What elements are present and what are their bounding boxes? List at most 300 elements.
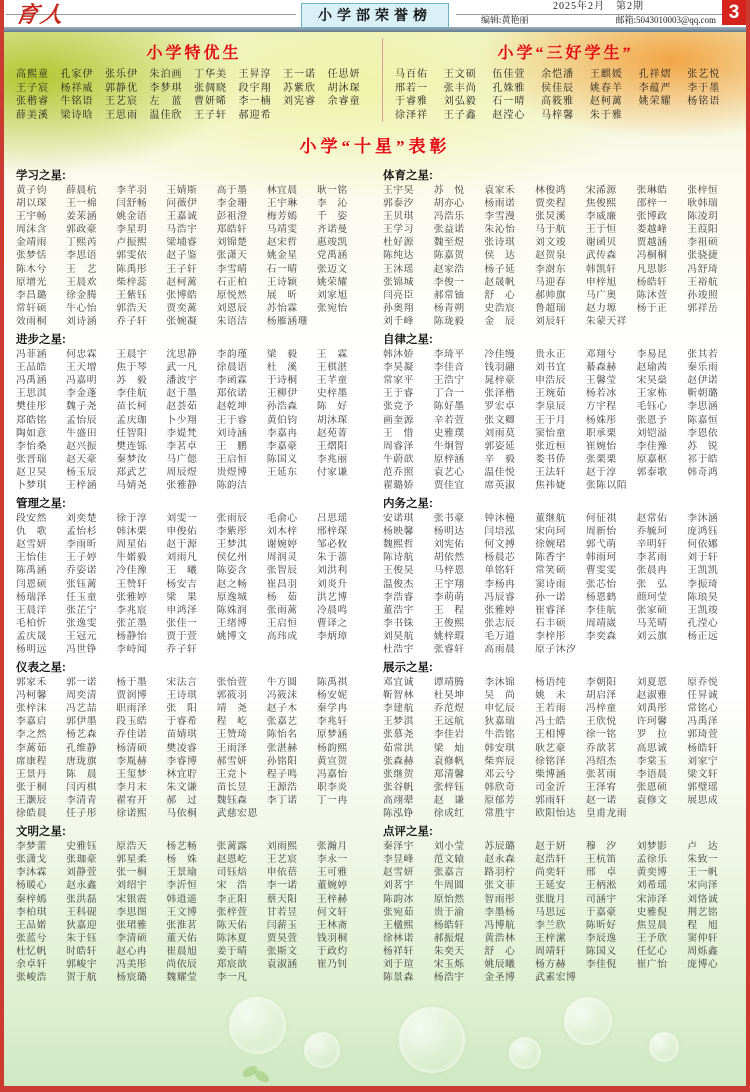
student-name: 王贝琪 [383,211,414,223]
student-name: 于睿希 [166,716,198,728]
student-name: 李澍东 [535,263,567,275]
student-name: 于诗桐 [266,375,298,387]
student-name: 赵宋哲 [266,237,298,249]
student-name: 金靖雨 [16,237,47,249]
student-name: 毛俞心 [266,513,298,525]
student-name: 张家硕 [636,604,668,616]
student-name: 丁华美 [194,69,227,80]
student-name: 李柏琪 [16,906,47,918]
student-name: 郭雯依 [116,250,148,262]
student-name: 胡启泽 [585,690,617,702]
student-name: 窦诗雨 [535,578,567,590]
student-name: 郝迎希 [238,109,272,121]
student-name: 郑宸歆 [216,958,248,970]
student-name: 王天增 [66,362,98,374]
student-name: 孟怡杉 [66,526,98,538]
student-name: 袁修帆 [433,755,465,767]
student-name: 杨艺森 [66,729,98,741]
student-name: 张文卿 [484,414,516,426]
student-name: 赵雪妍 [16,539,47,551]
student-name: 樊佳彤 [16,401,47,413]
student-name: 王凯竣 [687,604,719,616]
student-name: 闫培泓 [484,526,516,538]
student-name: 齐诺曼 [316,224,348,236]
student-name: 郝帅旗 [535,289,567,301]
student-name: 张蓠露 [216,841,248,853]
student-name: 冯梓童 [585,703,617,715]
student-name: 梁 毅 [266,349,298,361]
student-name: 赵之畅 [216,578,248,590]
student-name: 何文轩 [316,906,348,918]
student-name: 宋沛泽 [636,893,668,905]
student-name: 程 屹 [216,716,248,728]
student-name: 陈好墨 [433,401,465,413]
student-name: 刘炎升 [316,578,348,590]
student-name: 左 蓝 [149,96,183,107]
student-name: 崔婉怡 [585,440,617,452]
student-name: 荆艺铭 [687,906,719,918]
star-section [383,495,738,656]
student-name: 杨皓轩 [687,742,719,754]
student-name: 朱奕天 [433,945,465,957]
student-name: 焦于琴 [116,362,148,374]
student-name: 张 弘 [636,578,668,590]
bubble-decoration [564,997,612,1045]
student-name: 冯美彤 [116,958,148,970]
student-name: 朱蒙天祥 [585,315,628,327]
student-name: 王柳伊 [266,388,298,400]
student-name: 秦乐雨 [687,362,719,374]
student-name: 赵家浩 [433,263,465,275]
student-name: 李墨杨 [484,906,516,918]
student-name: 王 霖 [316,349,348,361]
student-name: 原怡然 [433,893,465,905]
student-name: 王法轩 [535,466,567,478]
student-name: 冯舒琦 [687,263,719,275]
student-name: 刘奕楚 [66,513,98,525]
student-name: 赵柯蓠 [589,96,623,107]
student-name: 李思语 [66,250,98,262]
student-name [637,479,688,492]
student-name: 李函霖 [216,375,248,387]
student-name: 丁熙芮 [66,237,98,249]
student-name: 晁梓豪 [484,375,516,387]
student-name: 王沐瑶 [383,263,414,275]
student-name: 林宜晨 [266,185,298,196]
student-name: 郭浩天 [116,302,148,314]
student-name: 郑依诺 [216,388,248,400]
student-name: 郝常铀 [433,289,465,301]
student-name: 张一桐 [116,867,148,879]
student-name: 王于睿 [383,388,414,400]
student-name: 王予欣 [636,932,668,944]
student-name: 柴梓蕊 [116,276,148,288]
student-name: 冯艺喆 [66,703,98,715]
student-name: 甘若昱 [266,906,298,918]
student-name: 杜 溪 [266,362,298,374]
student-name: 马梓恩 [433,565,465,577]
student-name: 娄越峰 [636,224,668,236]
student-name: 王 曦 [166,565,198,577]
student-name: 司钰焙 [216,867,248,879]
student-name: 陈沐夏 [216,932,248,944]
student-name: 张博政 [636,211,668,223]
student-name: 朱文谦 [166,781,198,793]
student-name: 李清青 [66,794,98,806]
student-name: 袁修文 [636,794,668,806]
student-name: 原子沐汐 [535,644,577,655]
student-name: 赵于源 [166,539,198,551]
student-name: 许珂馨 [636,716,668,728]
student-name: 杨玉辰 [66,466,98,478]
student-name: 原梦涵 [316,729,348,741]
student-name: 孙竣照 [687,289,719,301]
student-name: 郭琦萱 [687,729,719,741]
student-name: 綦森赫 [585,362,617,374]
student-name: 乔歆茗 [585,742,617,754]
star-section [383,823,738,984]
student-name: 贾于萱 [166,630,198,642]
student-name [317,971,367,984]
student-name: 茹常洪 [383,742,414,754]
student-name: 李昌璐 [16,289,47,301]
student-name [687,643,738,656]
student-name: 李嘉启 [16,716,47,728]
student-name: 徐婉珺 [535,539,567,551]
student-name: 郑皓铭 [16,414,47,426]
student-name: 余恺潘 [541,69,575,80]
student-name: 杨宸璐 [116,972,148,984]
student-name: 郝雪妍 [216,755,248,767]
student-name: 赵兴振 [66,440,98,452]
student-name: 杨铭语 [687,96,721,107]
student-name [217,643,267,656]
student-name: 苏辰璐 [484,841,516,853]
student-name: 李佳航 [585,604,617,616]
student-name: 宋昊燊 [636,375,668,387]
student-name: 张泽楷 [484,388,516,400]
student-name: 尚依辰 [166,958,198,970]
student-name: 原悦然 [216,289,248,301]
student-name: 陈禹彤 [116,263,148,275]
student-name: 张淮茗 [166,919,198,931]
student-name: 刘宪睿 [283,96,316,107]
student-name: 惠竣凯 [316,237,348,249]
student-name: 张慕尧 [383,729,414,741]
name-grid [16,840,367,984]
name-grid [383,184,738,328]
student-name: 李月末 [116,781,148,793]
student-name: 薛美溪 [16,109,49,121]
student-name: 闫薪玉 [266,919,298,931]
student-name: 梁文轩 [687,768,719,780]
student-name: 宋法言 [166,677,198,689]
student-name: 常铭心 [687,703,719,715]
student-name: 杨明达 [433,526,465,538]
student-name: 张博皓 [166,289,198,301]
student-name: 任思妍 [327,69,361,80]
student-name: 陈韵洁 [216,479,248,491]
student-name: 张恩硕 [636,781,668,793]
student-name: 李胤赫 [116,755,148,767]
student-name: 方宇程 [585,401,617,413]
student-name: 申俊佑 [166,526,198,538]
student-name: 丁一冉 [316,794,348,806]
student-name: 刘梦影 [636,841,668,853]
bubble-decoration [229,997,286,1054]
student-name: 邓云兮 [484,768,516,780]
student-name: 陈诗航 [383,552,414,564]
student-name: 职李炎 [316,781,348,793]
ten-star-title: 小学“十星”表彰 [299,137,451,156]
student-name: 魏钰森 [216,794,248,806]
student-name: 展思成 [687,794,719,806]
student-name: 付家谦 [316,466,348,478]
student-name: 黄浩林 [484,932,516,944]
student-name: 杨 茹 [266,591,298,603]
student-name: 朱语洁 [216,315,248,327]
student-name: 王远航 [433,716,465,728]
student-name: 李兆轩 [316,716,348,728]
student-name: 曹译之 [316,617,348,629]
student-name: 王可雅 [316,867,348,879]
student-name: 赵柯蓠 [166,276,198,288]
student-name: 李浩睿 [383,591,414,603]
student-name: 杨祥轩 [383,945,414,957]
student-name: 张宛茹 [383,906,414,918]
student-name [687,479,738,492]
student-name: 杨祥威 [60,82,94,94]
student-name: 朱泊画 [149,69,183,80]
student-name: 袁淑涵 [266,958,298,970]
student-name: 王梦淇 [216,539,248,551]
student-name: 石丰硕 [535,617,567,629]
student-name: 张婉凝 [166,315,198,327]
student-name: 冷佳豫 [116,565,148,577]
student-name: 张梓沫 [16,703,47,715]
student-name [267,479,317,492]
student-name: 徐林诺 [383,932,414,944]
student-name: 马迎春 [535,276,567,288]
student-name: 李琦平 [433,349,465,361]
student-name: 陈琅昊 [687,591,719,603]
student-name: 彭祖澄 [216,211,248,223]
student-name: 陈凌玥 [687,211,719,223]
student-name: 赵天豪 [66,453,98,465]
student-name: 赵瑜茜 [636,362,668,374]
student-name: 李媞梵 [166,427,198,439]
student-name: 范乔照 [383,466,414,478]
student-name: 刘家宁 [687,755,719,767]
student-name: 王熠阳 [316,440,348,452]
student-name: 焦昱晨 [636,919,668,931]
student-name: 陈纯达 [383,250,414,262]
student-name: 温佳欣 [149,109,183,121]
student-name: 周靖崴 [585,617,617,629]
top-honor-row [4,32,746,122]
student-name: 黄宣贺 [316,755,348,767]
star-column-right [377,165,738,987]
student-name: 原乔悦 [687,677,719,689]
student-name: 李紫彤 [216,526,248,538]
student-name: 李雨昕 [66,539,98,551]
student-name: 李沐涵 [687,513,719,525]
student-name: 陈天佑 [216,919,248,931]
student-name: 周奕清 [66,690,98,702]
student-name: 姚 未 [535,690,567,702]
student-name: 姚博文 [216,630,248,642]
student-name: 常笑硕 [535,565,567,577]
student-name: 侯 达 [484,250,516,262]
student-name: 王浩宁 [433,375,465,387]
student-name: 张丰尚 [443,82,477,94]
student-name: 贾润博 [116,690,148,702]
student-name: 林宜聍 [166,768,198,780]
student-name: 闫恩硕 [16,578,47,590]
student-name: 辛若萱 [433,414,465,426]
student-name: 王启恒 [216,453,248,465]
student-name: 张近桓 [535,440,567,452]
student-name: 司涵宇 [585,893,617,905]
student-name: 刘绍宇 [116,880,148,892]
student-name: 苏怡霖 [266,302,298,314]
student-name: 王葭阳 [687,224,719,236]
student-name: 郭一诺 [66,677,98,689]
student-name: 李嘉豪 [266,440,298,452]
student-name: 王延东 [266,466,298,478]
student-name: 李金珊 [216,198,248,210]
student-name: 张雨蓠 [266,604,298,616]
student-name: 张梦恬 [16,250,47,262]
student-name: 范文辕 [433,854,465,866]
student-name: 王 惜 [383,427,414,439]
student-name: 郝 过 [166,794,198,806]
name-grid [383,348,738,492]
student-name: 杜好源 [383,237,414,249]
star-section [383,331,738,492]
student-name: 庞鸿钰 [687,526,719,538]
student-name [317,479,367,492]
student-name: 王宇畅 [16,211,47,223]
student-name: 张栗栗 [585,453,617,465]
page-number-badge: 3 [722,0,746,25]
student-name: 席康程 [16,755,47,767]
student-name: 闫舒畅 [116,198,148,210]
student-name: 冯士皓 [535,716,567,728]
student-name [687,109,736,123]
student-name: 姚梓瑕 [433,630,465,642]
student-name: 刘洪利 [316,565,348,577]
student-name: 朱沁怡 [484,224,516,236]
student-name: 朱于雅 [589,109,623,121]
student-name: 杨姝彤 [585,414,617,426]
student-name: 马百佑 [395,69,428,80]
student-name: 李佳音 [433,362,465,374]
student-name: 王子鑫 [443,109,477,121]
student-name: 段安然 [16,513,47,525]
student-name: 职雨泽 [116,703,148,715]
student-name: 王科砚 [66,906,98,918]
student-name: 原逸城 [216,591,248,603]
student-name: 高筱雅 [541,96,575,107]
student-name: 申依蓓 [266,867,298,879]
student-name: 高玮成 [266,630,298,642]
student-name: 梅芳嫣 [266,211,298,223]
student-name: 司金沂 [535,781,567,793]
student-name: 郭祥岳 [687,302,719,314]
student-name [267,807,317,820]
student-name: 周辰煜 [166,466,198,478]
student-name: 谢函贝 [585,237,617,249]
student-name: 钟沐橦 [484,513,516,525]
student-name: 狄嘉瑞 [484,716,516,728]
student-name: 董继航 [535,513,567,525]
student-name: 郭家禾 [16,677,47,689]
student-name: 李睿博 [166,755,198,767]
student-name: 史浩宸 [484,302,516,314]
student-name: 乔子轩 [166,644,198,655]
date-issue: 2025年2月 第2期 [553,1,644,12]
student-name: 余睿童 [327,96,361,107]
name-grid [16,348,367,492]
student-name: 韩沐栗 [116,526,148,538]
student-name: 陈 好 [316,401,348,413]
student-name: 耿韩瑞 [687,198,719,210]
student-name [267,971,317,984]
student-name: 职承栗 [585,427,617,439]
student-name: 卢振熙 [116,237,148,249]
student-name: 宋浠源 [585,185,617,196]
student-name [637,315,688,328]
student-name: 马梓馨 [541,109,575,121]
clover-leaf-decoration [253,1068,271,1085]
name-grid [383,840,738,984]
student-name: 牛方圆 [266,677,298,689]
student-name: 贵于渝 [433,906,465,918]
star-section-heading: 展示之星: [383,662,433,675]
student-name: 李沐霖 [16,867,47,879]
name-grid [16,512,367,656]
student-name: 王麒媛 [589,69,623,80]
student-name: 刘恪诚 [687,893,719,905]
student-name: 郭伊墨 [66,716,98,728]
student-name [317,643,367,656]
student-name: 赵乾坤 [216,401,248,413]
student-name: 穆 汐 [585,841,617,853]
student-name: 乔毓珂 [636,526,668,538]
student-name: 陈姿含 [216,565,248,577]
student-name: 杜昊坤 [433,690,465,702]
student-name: 画奎源 [383,414,414,426]
student-name: 段玉皓 [116,716,148,728]
page-header [4,0,746,27]
student-name: 冯禹涵 [16,375,47,387]
student-name: 张怡萱 [216,677,248,689]
star-section-heading: 学习之星: [16,170,66,182]
student-name: 姚辰曦 [484,958,516,970]
student-name: 李昱峰 [383,854,414,866]
student-name: 杨若冰 [585,388,617,400]
student-name: 常轩硕 [16,302,47,314]
student-name: 展 昕 [266,289,298,301]
student-name: 宋银震 [116,893,148,905]
student-name: 耿艺豪 [535,742,567,754]
student-name: 袁艺心 [433,466,465,478]
student-name: 原嘉枢 [636,453,668,465]
student-name: 孔维静 [66,742,98,754]
student-name: 靳朝璐 [687,388,719,400]
student-name: 钱羽翮 [484,362,516,374]
